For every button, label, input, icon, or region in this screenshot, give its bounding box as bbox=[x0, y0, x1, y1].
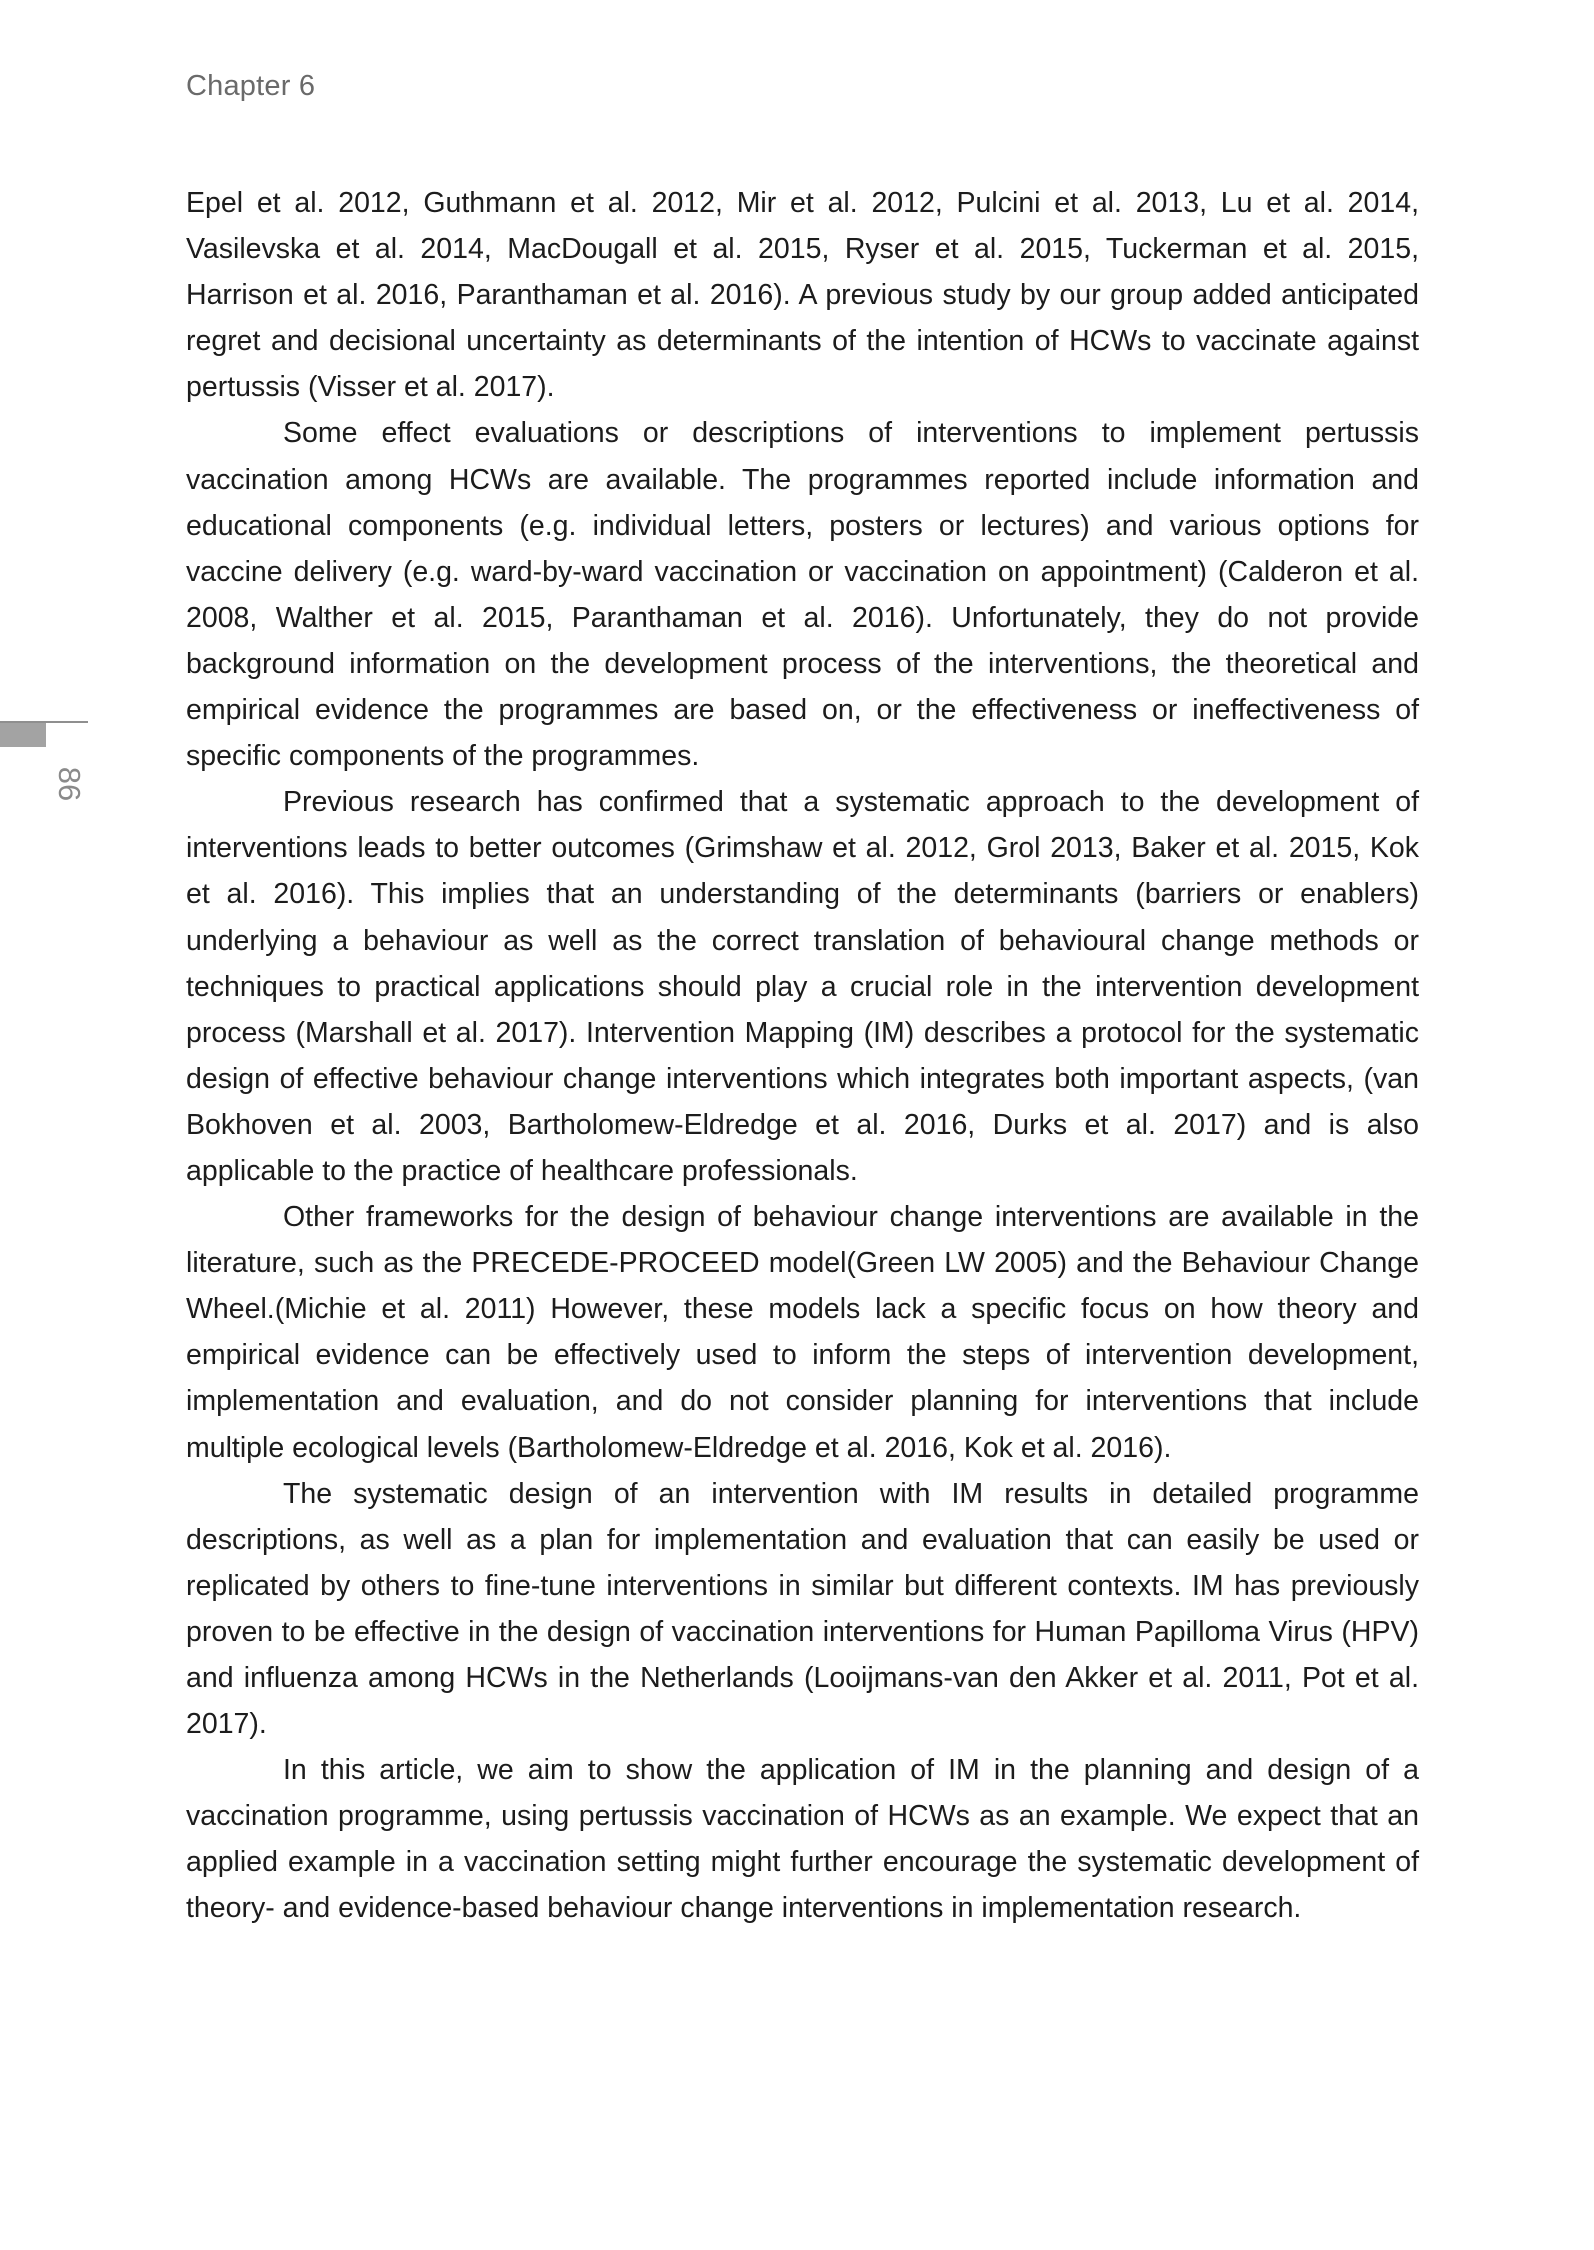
running-head: Chapter 6 bbox=[186, 70, 316, 102]
paragraph-2: Some effect evaluations or descriptions of interventions to implement pertussis vaccination among HCWs are available. The programmes reported include information and educational components (e.g. individual letters, posters or lectures) and various options for vaccine delivery (e.g. ward-by-ward vaccination or vaccination on appointment) (Calderon et al. 2008, Walther et al. 2015, Paranthaman et al. 2016). Unfortunately, they do not provide background information on the development process of the interventions, the theoretical and empirical evidence the programmes are based on, or the effectiveness or ineffectiveness of specific components of the programmes. bbox=[186, 417, 1419, 773]
paragraph-3: Previous research has confirmed that a systematic approach to the development of interventions leads to better outcomes (Grimshaw et al. 2012, Grol 2013, Baker et al. 2015, Kok et al. 2016). This implies that an understanding of the determinants (barriers or enablers) underlying a behaviour as well as the correct translation of behavioural change methods or techniques to practical applications should play a crucial role in the intervention development process (Marshall et al. 2017). Intervention Mapping (IM) describes a protocol for the systematic design of effective behaviour change interventions which integrates both important aspects, (van Bokhoven et al. 2003, Bartholomew-Eldredge et al. 2016, Durks et al. 2017) and is also applicable to the practice of healthcare professionals. bbox=[186, 786, 1419, 1187]
page-number: 86 bbox=[52, 766, 87, 802]
paragraph-1: Epel et al. 2012, Guthmann et al. 2012, Mir et al. 2012, Pulcini et al. 2013, Lu et al. 2014, Vasilevska et al. 2014, MacDougall et al. 2015, Ryser et al. 2015, Tuckerman et al. 2015, Harrison et al. 2016, Paranthaman et al. 2016). A previous study by our group added anticipated regret and decisional uncertainty as determinants of the intention of HCWs to vaccinate against pertussis (Visser et al. 2017). bbox=[186, 187, 1419, 404]
paragraph-6: In this article, we aim to show the application of IM in the planning and design of a vaccination programme, using pertussis vaccination of HCWs as an example. We expect that an applied example in a vaccination setting might further encourage the systematic development of theory- and evidence-based behaviour change interventions in implementation research. bbox=[186, 1754, 1419, 1925]
body-text bbox=[186, 180, 1419, 1932]
paragraph-4: Other frameworks for the design of behaviour change interventions are available in the literature, such as the PRECEDE-PROCEED model(Green LW 2005) and the Behaviour Change Wheel.(Michie et al. 2011) However, these models lack a specific focus on how theory and empirical evidence can be effectively used to inform the steps of intervention development, implementation and evaluation, and do not consider planning for interventions that include multiple ecological levels (Bartholomew-Eldredge et al. 2016, Kok et al. 2016). bbox=[186, 1201, 1419, 1464]
paragraph-5: The systematic design of an intervention with IM results in detailed programme descriptions, as well as a plan for implementation and evaluation that can easily be used or replicated by others to fine-tune interventions in similar but different contexts. IM has previously proven to be effective in the design of vaccination interventions for Human Papilloma Virus (HPV) and influenza among HCWs in the Netherlands (Looijmans-van den Akker et al. 2011, Pot et al. 2017). bbox=[186, 1477, 1419, 1741]
page-tab-marker bbox=[0, 723, 46, 747]
